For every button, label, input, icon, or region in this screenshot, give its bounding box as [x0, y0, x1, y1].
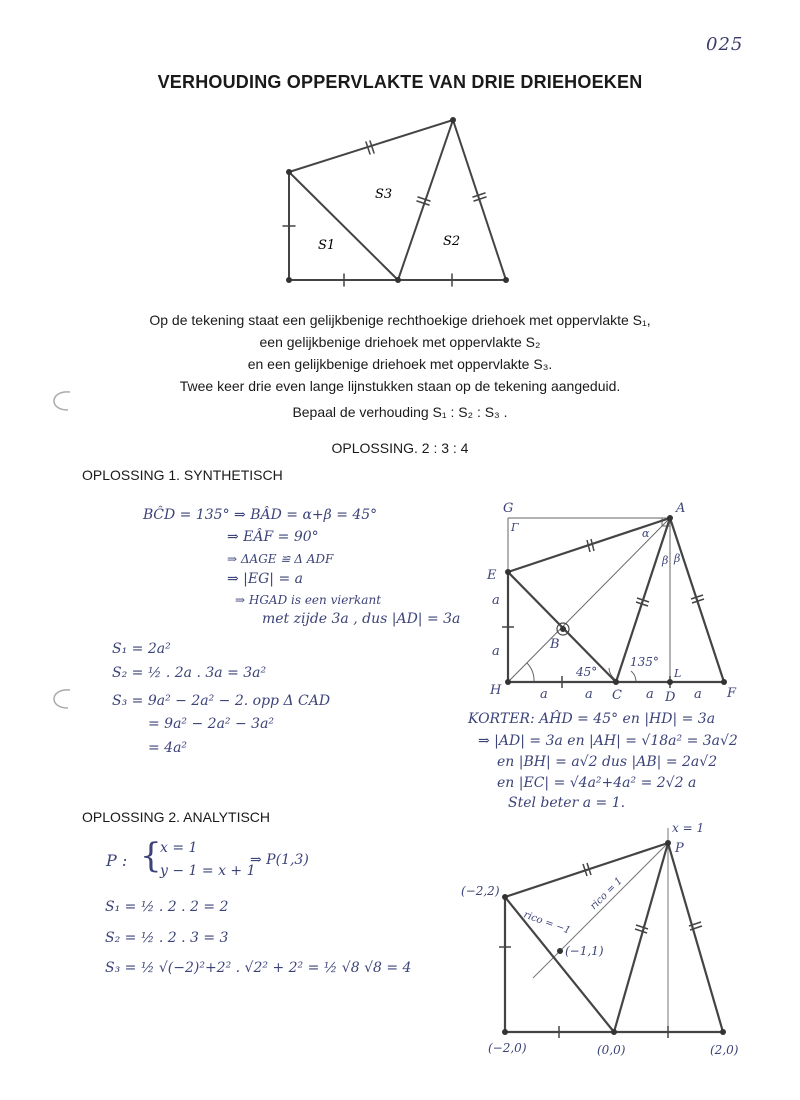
system-brace: { [140, 836, 162, 876]
intro-line-4: Twee keer drie even lange lijnstukken staan op de tekening aangeduid. [179, 378, 621, 394]
solution2-heading: OPLOSSING 2. ANALYTISCH [82, 809, 271, 825]
s1-area-2: S₂ = ½ . 2a . 3a = 3a² [112, 665, 267, 681]
intro-text [0, 309, 800, 397]
label-rico-m1: rico = −1 [521, 909, 572, 937]
label-a-base-3: a [646, 687, 654, 702]
system-result: ⇒ P(1,3) [250, 852, 309, 868]
s2-area-2: S₂ = ½ . 2 . 3 = 3 [105, 930, 229, 946]
label-alpha: α [642, 527, 650, 540]
s1-area-1: S₁ = 2a² [112, 641, 171, 657]
solution1-heading: OPLOSSING 1. SYNTHETISCH [82, 467, 283, 483]
label-s2: S2 [443, 234, 461, 249]
label-m2-0: (−2,0) [488, 1041, 527, 1055]
solution2-figure [455, 815, 755, 1057]
s1-note-1: ⇒ EÂF = 90° [227, 529, 319, 545]
point-f: F [727, 686, 737, 701]
label-m1-1: (−1,1) [565, 944, 604, 958]
top-figure [270, 110, 530, 290]
margin-mark-2 [40, 686, 80, 716]
label-corner: Γ [511, 521, 519, 534]
point-g: G [503, 501, 514, 516]
answer: OPLOSSING. 2 : 3 : 4 [331, 440, 469, 456]
label-beta: β [662, 554, 669, 567]
korter-line-2: ⇒ |AD| = 3a en |AH| = √18a² = 3a√2 [478, 733, 738, 749]
s1-note-0: BĈD = 135° ⇒ BÂD = α+β = 45° [143, 507, 378, 523]
label-a-base-1: a [540, 687, 548, 702]
s1-note-3: ⇒ |EG| = a [227, 571, 303, 587]
point-c: C [612, 688, 622, 703]
figure-outline [289, 120, 506, 280]
label-angle-45: 45° [576, 665, 598, 679]
s1-note-4: ⇒ HGAD is een vierkant [235, 593, 382, 607]
label-a-left-2: a [492, 644, 500, 659]
label-p: P [675, 841, 684, 856]
label-a-left-1: a [492, 593, 500, 608]
label-2-0: (2,0) [710, 1043, 739, 1057]
korter-line-5: Stel beter a = 1. [508, 795, 626, 811]
point-h: H [490, 683, 502, 698]
korter-line-4: en |EC| = √4a²+4a² = 2√2 a [497, 775, 697, 791]
label-a-base-2: a [585, 687, 593, 702]
label-a-base-4: a [694, 687, 702, 702]
s1-area-3c: = 4a² [148, 740, 188, 756]
system-eq-1: x = 1 [160, 840, 198, 856]
s1-area-3b: = 9a² − 2a² − 3a² [148, 716, 275, 732]
point-b: B [550, 637, 560, 652]
intro-line-2: een gelijkbenige driehoek met oppervlakte S₂ [259, 334, 541, 350]
s1-area-3: S₃ = 9a² − 2a² − 2. opp Δ CAD [112, 693, 331, 709]
korter-line-1: KORTER: AĤD = 45° en |HD| = 3a [468, 711, 716, 727]
point-e: E [487, 568, 497, 583]
s2-area-1: S₁ = ½ . 2 . 2 = 2 [105, 899, 229, 915]
intro-line-3: en een gelijkbenige driehoek met oppervlakte S₃. [247, 356, 553, 372]
page-title: VERHOUDING OPPERVLAKTE VAN DRIE DRIEHOEKEN [157, 72, 643, 92]
question: Bepaal de verhouding S₁ : S₂ : S₃ . [292, 404, 508, 420]
intro-line-1: Op de tekening staat een gelijkbenige rechthoekige driehoek met oppervlakte S₁, [149, 312, 651, 328]
page-number: 025 [706, 34, 744, 55]
label-beta-2: β [674, 552, 681, 565]
s1-note-5: met zijde 3a , dus |AD| = 3a [262, 611, 461, 627]
label-m2-2: (−2,2) [461, 884, 500, 898]
point-a: A [676, 501, 686, 516]
system-eq-2: y − 1 = x + 1 [160, 863, 256, 879]
label-x-eq-1: x = 1 [672, 821, 705, 835]
label-right-angle: L [674, 667, 682, 680]
label-rico-1: rico = 1 [588, 875, 625, 913]
korter-line-3: en |BH| = a√2 dus |AB| = 2a√2 [497, 754, 718, 770]
label-s1: S1 [318, 238, 336, 253]
system-name: P : [106, 851, 128, 870]
point-d: D [665, 690, 676, 705]
label-s3: S3 [375, 187, 393, 202]
label-0-0: (0,0) [597, 1043, 626, 1057]
s1-note-2: ⇒ ΔAGE ≌ Δ ADF [227, 552, 334, 566]
s2-area-3: S₃ = ½ √(−2)²+2² . √2² + 2² = ½ √8 √8 = 4 [105, 960, 412, 976]
label-angle-135: 135° [630, 655, 659, 669]
solution1-figure [480, 492, 760, 712]
